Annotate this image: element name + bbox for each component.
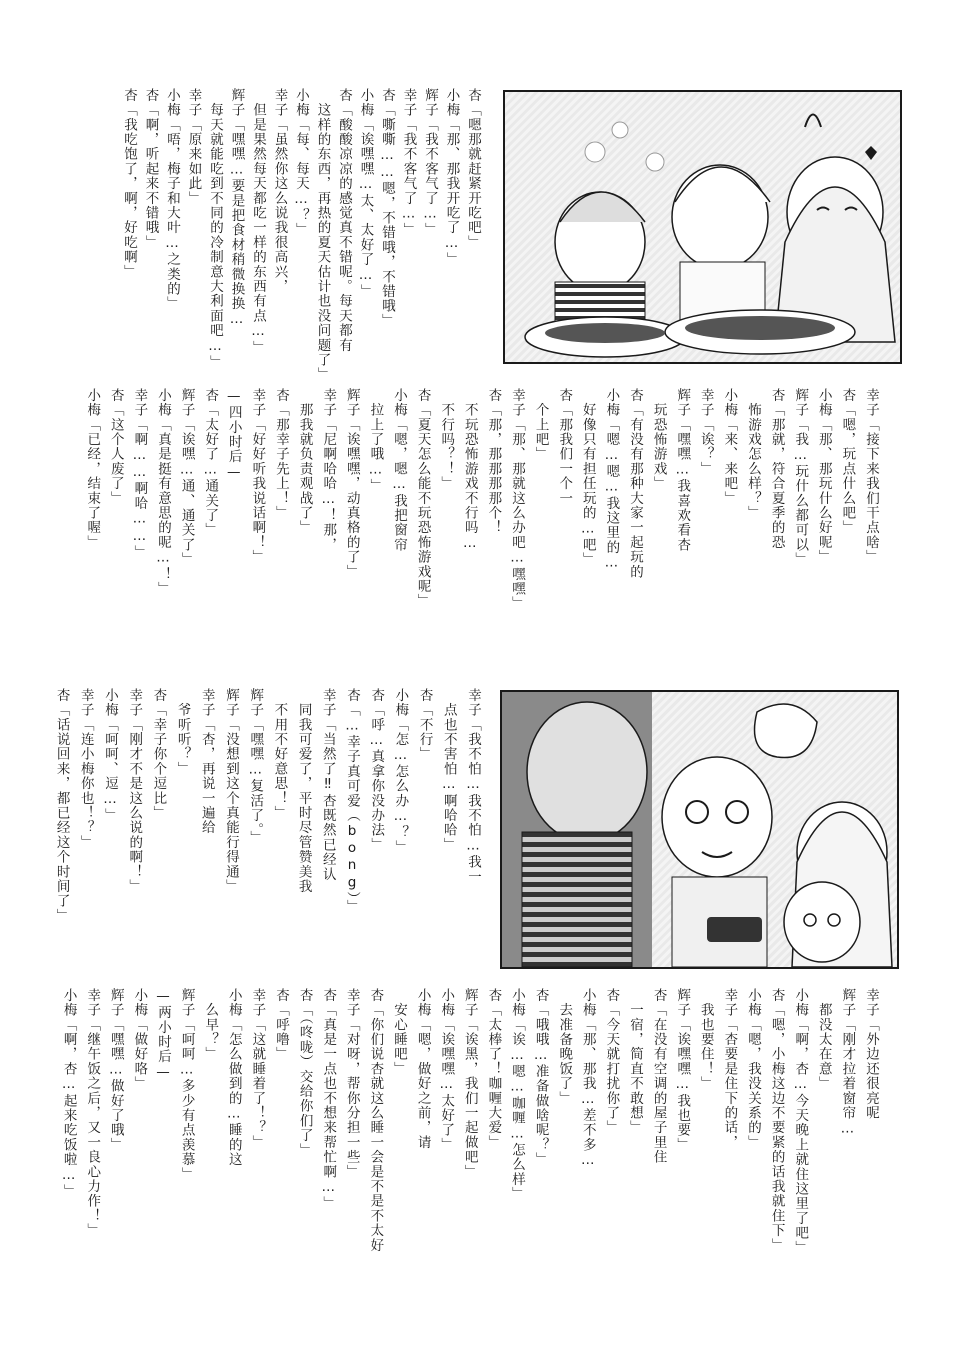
dialogue-line: 幸子「当然了‼杏既然已经认 xyxy=(319,688,336,882)
dialogue-line: 小梅「真是挺有意思的呢…！」 xyxy=(155,388,171,597)
dialogue-line: 小梅「诶…嗯…咖喱…怎么样」 xyxy=(509,988,525,1202)
dialogue-line: 小梅「已经，结束了喔」 xyxy=(84,388,101,550)
dialogue-line: 小梅「诶嘿嘿…太、太好了…」 xyxy=(357,88,374,299)
dialogue-line: 杏「…幸子真可爱（bong）」 xyxy=(344,688,360,915)
dialogue-line: 那我就负责观战了」 xyxy=(296,388,313,535)
dialogue-line: 每天就能吃到不同的冷制意大利面吧…」 xyxy=(207,88,223,370)
dialogue-line: 辉子「嘿嘿…做好了哦」 xyxy=(107,988,124,1153)
dialogue-line: 杏「嗯，小梅这边不要紧的话我就住下」 xyxy=(768,988,785,1253)
dialogue-line: 杏「呼…真拿你没办法」 xyxy=(368,688,385,853)
dialogue-line: 幸子「我不怕…我不怕…我一 xyxy=(465,688,481,885)
dialogue-line: 小梅「嗯，我没关系的」 xyxy=(745,988,761,1150)
dialogue-line: 杏「那就，符合夏季的恐 xyxy=(768,388,785,550)
dialogue-line: 杏「夏天怎么能不玩恐怖游戏呢」 xyxy=(414,388,431,609)
dialogue-line: 杏「今天就打扰你了」 xyxy=(603,988,620,1135)
dialogue-line: 小梅「那、那我开吃了…」 xyxy=(443,88,460,267)
dialogue-line: 杏「嗯那就赶紧开吃吧」 xyxy=(465,88,481,250)
dialogue-line: 不行吗？！」 xyxy=(438,388,455,491)
dialogue-line: 幸子「继午饭之后，又一良心力作！」 xyxy=(84,988,101,1238)
dialogue-line: 辉子「诶黑，我们一起做吧」 xyxy=(461,988,478,1180)
dialogue-line: 杏「这个人废了」 xyxy=(107,388,124,506)
dialogue-line: 不玩恐怖游戏不行吗… xyxy=(461,388,478,553)
dialogue-line: 幸子「对呀，帮你分担一些」 xyxy=(343,988,360,1180)
dialogue-line: 小梅「呵呵、逗…」 xyxy=(102,688,118,823)
dialogue-line: 杏「不行」 xyxy=(416,688,433,762)
dialogue-line: 杏「我吃饱了，啊，好吃啊」 xyxy=(121,88,137,280)
dialogue-line: 但是果然每天都吃一样的东西有点…」 xyxy=(250,88,266,356)
dialogue-line: 杏「在没有空调的屋子里住 xyxy=(650,988,667,1165)
dialogue-line: 幸子「外边还很亮呢 xyxy=(863,988,879,1121)
dialogue-line: 幸子「尼啊哈哈…！那， xyxy=(320,388,337,553)
dialogue-line: 玩恐怖游戏」 xyxy=(650,388,667,491)
dialogue-line: 辉子「诶嘿嘿，动真格的了」 xyxy=(343,388,360,580)
dialogue-line: 杏「（咚咙）交给你们了」 xyxy=(296,988,313,1158)
dialogue-line: 小梅「那、那我…差不多… xyxy=(579,988,596,1170)
dialogue-line: 幸子「那、那就这么办吧…嘿嘿」 xyxy=(509,388,525,611)
dialogue-line: 杏「酸酸凉凉的感觉真不错呢。每天都有 xyxy=(336,88,352,353)
dialogue-line: 辉子「呵呵…多少有点羡慕」 xyxy=(178,988,195,1182)
dialogue-line: 安心睡吧」 xyxy=(391,988,407,1077)
dialogue-line: 幸子「虽然你这么说我很高兴， xyxy=(271,88,288,294)
dialogue-line: 小梅「嗯…嗯…我这里的… xyxy=(603,388,620,572)
horror-game-illustration xyxy=(502,692,897,967)
dialogue-line: 小梅「怎…怎么办…？」 xyxy=(392,688,409,855)
dialogue-line: 辉子「诶嘿嘿…我也要」 xyxy=(674,988,691,1153)
dialogue-line: 小梅「啊，杏…今天晚上就住这里了吧」 xyxy=(792,988,809,1256)
dialogue-line: 幸子「杏要是住下的话， xyxy=(721,988,738,1150)
dialogue-line: —两小时后— xyxy=(155,988,171,1082)
dialogue-line: 幸子「原来如此」 xyxy=(185,88,202,206)
dialogue-line: 杏「那我们一个一 xyxy=(556,388,573,506)
dialogue-line: 小梅「唔，梅子和大叶…之类的」 xyxy=(164,88,180,311)
dialogue-line: 小梅「怎么做到的…睡的这 xyxy=(225,988,242,1167)
dialogue-line: 么早？」 xyxy=(202,988,219,1062)
dialogue-line: 小梅「来、来吧」 xyxy=(721,388,738,506)
dialogue-line: 拉上了哦…」 xyxy=(367,388,384,494)
dialogue-line: 辉子「嘿嘿…我喜欢看杏 xyxy=(674,388,691,553)
manga-panel-horror-game xyxy=(500,690,899,969)
dialogue-line: 幸子「杏，再说一遍给 xyxy=(198,688,215,835)
dialogue-line: 去准备晚饭了」 xyxy=(556,988,573,1106)
dialogue-line: 幸子「好好听我说话啊！」 xyxy=(249,388,266,565)
dialogue-line: 杏「话说回来，都已经这个时间了」 xyxy=(53,688,70,924)
dialogue-line: 杏「太棒了！咖喱大爱」 xyxy=(485,988,502,1150)
dialogue-line: 杏「你们说杏就这么睡一会是不是不太好 xyxy=(367,988,384,1253)
dialogue-line: 杏「哦哦…准备做啥呢？」 xyxy=(532,988,549,1167)
dialogue-line: 都没太在意」 xyxy=(815,988,832,1091)
dialogue-line: 杏「呼噜」 xyxy=(273,988,289,1062)
dialogue-line: 同我可爱了，平时尽管赞美我 xyxy=(295,688,312,894)
dialogue-line: 小梅「那、那玩什么好呢」 xyxy=(815,388,832,565)
dialogue-line: 小梅「每、每天…？」 xyxy=(293,88,309,238)
dialogue-line: 辉子「嘿嘿…要是把食材稍微换换… xyxy=(228,88,245,329)
dialogue-line: 幸子「这就睡着了！？」 xyxy=(249,988,266,1150)
dialogue-line: 杏「有没有那种大家一起玩的 xyxy=(627,388,643,580)
dialogue-line: 辉子「刚才拉着窗帘… xyxy=(839,988,856,1138)
dialogue-line: 幸子「我不客气了…」 xyxy=(400,88,417,238)
dialogue-line: 点也不害怕…啊哈哈」 xyxy=(440,688,457,853)
dialogue-line: 小梅「诶嘿嘿…太好了」 xyxy=(438,988,455,1153)
dialogue-line: 幸子「接下来我们干点啥」 xyxy=(863,388,879,565)
dialogue-line: 个上吧」 xyxy=(532,388,549,462)
dialogue-line: 幸子「啊……啊哈……」 xyxy=(131,388,148,560)
dialogue-line: 杏「真是一点也不想来帮忙啊…」 xyxy=(320,988,337,1211)
dialogue-line: 小梅「嗯，做好之前，请 xyxy=(414,988,431,1150)
dialogue-line: 不用不好意思！」 xyxy=(271,688,288,821)
dialogue-line: 一宿，简直不敢想」 xyxy=(627,988,643,1135)
dialogue-line: 杏「太好了…通关了」 xyxy=(202,388,219,538)
dialogue-line: 辉子「我…玩什么都可以」 xyxy=(792,388,809,567)
dialogue-line: 辉子「我不客气了…」 xyxy=(422,88,438,238)
dialogue-line: 杏「嗯，玩点什么吧」 xyxy=(839,388,856,535)
dialogue-line: 杏「啊，听起来不错哦」 xyxy=(142,88,159,250)
dialogue-line: 我也要住！」 xyxy=(697,988,714,1091)
dialogue-line: 杏「嘶嘶……嗯，不错哦，不错哦」 xyxy=(379,88,395,329)
dialogue-line: 爷听听？」 xyxy=(174,688,191,777)
dialogue-line: 辉子「嘿嘿…复活了。」 xyxy=(247,688,264,846)
dialogue-line: 杏「那，那那那那个！ xyxy=(485,388,502,535)
dialogue-line: 幸子「诶？」 xyxy=(697,388,714,477)
dialogue-line: 小梅「啊，杏…起来吃饭啦…」 xyxy=(60,988,77,1199)
dialogue-line: —四小时后— xyxy=(225,388,242,482)
manga-panel-dinner xyxy=(503,90,902,364)
dialogue-line: 怖游戏怎么样？」 xyxy=(745,388,761,521)
dialogue-line: 好像只有担任玩的…吧」 xyxy=(579,388,596,567)
dialogue-line: 杏「幸子你个逗比」 xyxy=(150,688,167,821)
dialogue-line: 辉子「诶嘿…通、通关了」 xyxy=(178,388,195,567)
dialogue-line: 小梅「嗯，嗯…我把窗帘 xyxy=(391,388,407,553)
dinner-illustration xyxy=(505,92,900,362)
dialogue-line: 这样的东西，再热的夏天估计也没问题了」 xyxy=(314,88,331,382)
dialogue-line: 辉子「没想到这个真能行得通」 xyxy=(223,688,239,894)
dialogue-line: 幸子「刚才不是这么说的啊！」 xyxy=(126,688,143,894)
dialogue-line: 杏「那幸子先上！」 xyxy=(273,388,289,521)
dialogue-line: 幸子「连小梅你也！？」 xyxy=(77,688,94,850)
dialogue-line: 小梅「做好咯」 xyxy=(131,988,148,1091)
